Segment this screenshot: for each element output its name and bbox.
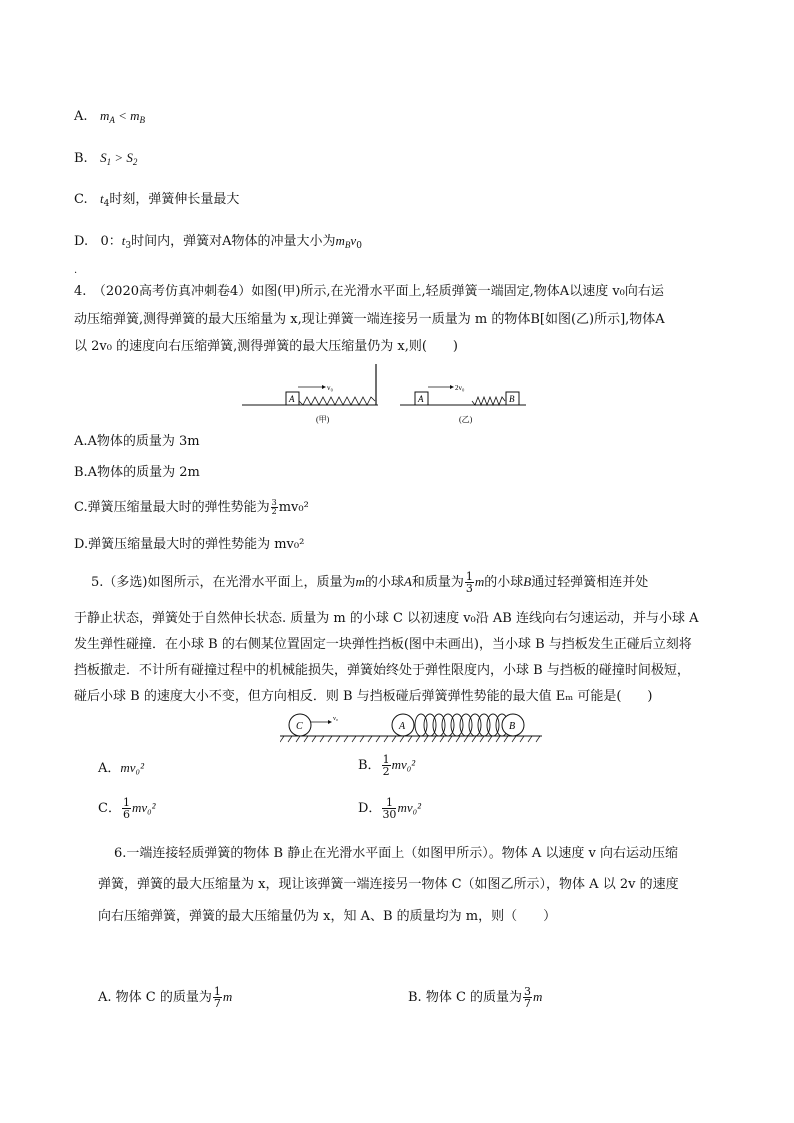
q4-line2: 动压缩弹簧,测得弹簧的最大压缩量为 x,现让弹簧一端连接另一质量为 m 的物体B[如图(乙)所示],物体A (74, 312, 665, 327)
q6-line2: 弹簧，弹簧的最大压缩量为 x，现让该弹簧一端连接另一物体 C（如图乙所示），物体 A 以 2v 的速度 (98, 877, 679, 892)
q4-option-c: C.弹簧压缩量最大时的弹性势能为 $\frac{3}{2}$ mv₀² (74, 498, 309, 516)
q4-option-b: B.A物体的质量为 2m (74, 465, 200, 480)
q5-line1: 5.（多选)如图所示，在光滑水平面上，质量为m的小球A和质量为 $\frac{1}{3}$ m的小球B通过轻弹簧相连并处 (91, 570, 649, 595)
q5-line2: 于静止状态，弹簧处于自然伸长状态. 质量为 m 的小球 C 以初速度 v₀沿 AB 连线向右匀速运动，并与小球 A (74, 611, 699, 626)
block-b-yi-label: B (509, 394, 515, 404)
q6-option-b: B. 物体 C 的质量为 $\frac{3}{7}$ m (408, 985, 543, 1010)
q4-line1: 4. （2020高考仿真冲刺卷4）如图(甲)所示,在光滑水平面上,轻质弹簧一端固定,物体A以速度 v₀向右运 (74, 284, 664, 299)
stray-dot: . (74, 265, 78, 276)
q5-option-c: C． $\frac{1}{6}$ mv₀² (98, 796, 156, 821)
q5-line3: 发生弹性碰撞．在小球 B 的右侧某位置固定一块弹性挡板(图中未画出)，当小球 B 与挡板发生正碰后立刻将 (74, 637, 692, 652)
ball-a-label: A (399, 721, 406, 732)
q3-option-c: C. $t_4$时刻，弹簧伸长量最大 (74, 191, 240, 209)
q4-option-d: D.弹簧压缩量最大时的弹性势能为 mv₀² (74, 537, 305, 552)
velocity-jia: v₀ (327, 384, 333, 392)
q6-line1: 6.一端连接轻质弹簧的物体 B 静止在光滑水平面上（如图甲所示）。物体 A 以速度 v 向右运动压缩 (114, 846, 678, 861)
q4-option-a: A.A物体的质量为 3m (74, 434, 200, 449)
spring-yi (472, 397, 505, 405)
q5-figure (280, 710, 542, 744)
q5-option-d: D． $\frac{1}{30}$ mv₀² (358, 796, 422, 821)
q3-option-d: D. 0：$t_3$时间内，弹簧对A物体的冲量大小为$m_Bv_0$ (74, 233, 362, 251)
q5-option-a: A．mv₀² (98, 760, 144, 776)
velocity-yi: 2v₀ (455, 384, 465, 392)
ball-b-label: B (509, 721, 516, 732)
block-a-yi-label: A (418, 394, 424, 404)
figure-yi (400, 384, 526, 424)
q3-option-b: B. $S_1 > S_2$ (74, 150, 138, 167)
q4-line3: 以 2v₀ 的速度向右压缩弹簧,测得弹簧的最大压缩量仍为 x,则( ) (74, 339, 458, 354)
q6-line3: 向右压缩弹簧，弹簧的最大压缩量仍为 x，知 A、B 的质量均为 m，则（ ） (98, 909, 557, 924)
caption-jia: (甲) (316, 415, 330, 424)
q3-option-a: A. $m_A < m_B$ (74, 108, 145, 125)
q5-option-b: B． $\frac{1}{2}$ mv₀² (358, 753, 416, 778)
q4-figure (240, 364, 530, 426)
spring-jia (299, 397, 375, 405)
ball-c-label: C (296, 721, 303, 732)
q5-line5: 碰后小球 B 的速度大小不变，但方向相反．则 B 与挡板碰后弹簧弹性势能的最大值 Eₘ 可能是( ) (74, 689, 653, 704)
block-a-jia-label: A (289, 394, 295, 404)
caption-yi: (乙) (459, 415, 473, 424)
velocity-c: v₀ (333, 716, 339, 722)
figure-jia (242, 364, 378, 424)
q6-option-a: A. 物体 C 的质量为 $\frac{1}{7}$ m (98, 985, 233, 1010)
spring-q5 (415, 714, 508, 736)
q5-line4: 挡板撤走．不计所有碰撞过程中的机械能损失，弹簧始终处于弹性限度内，小球 B 与挡板的碰撞时间极短， (74, 663, 690, 678)
